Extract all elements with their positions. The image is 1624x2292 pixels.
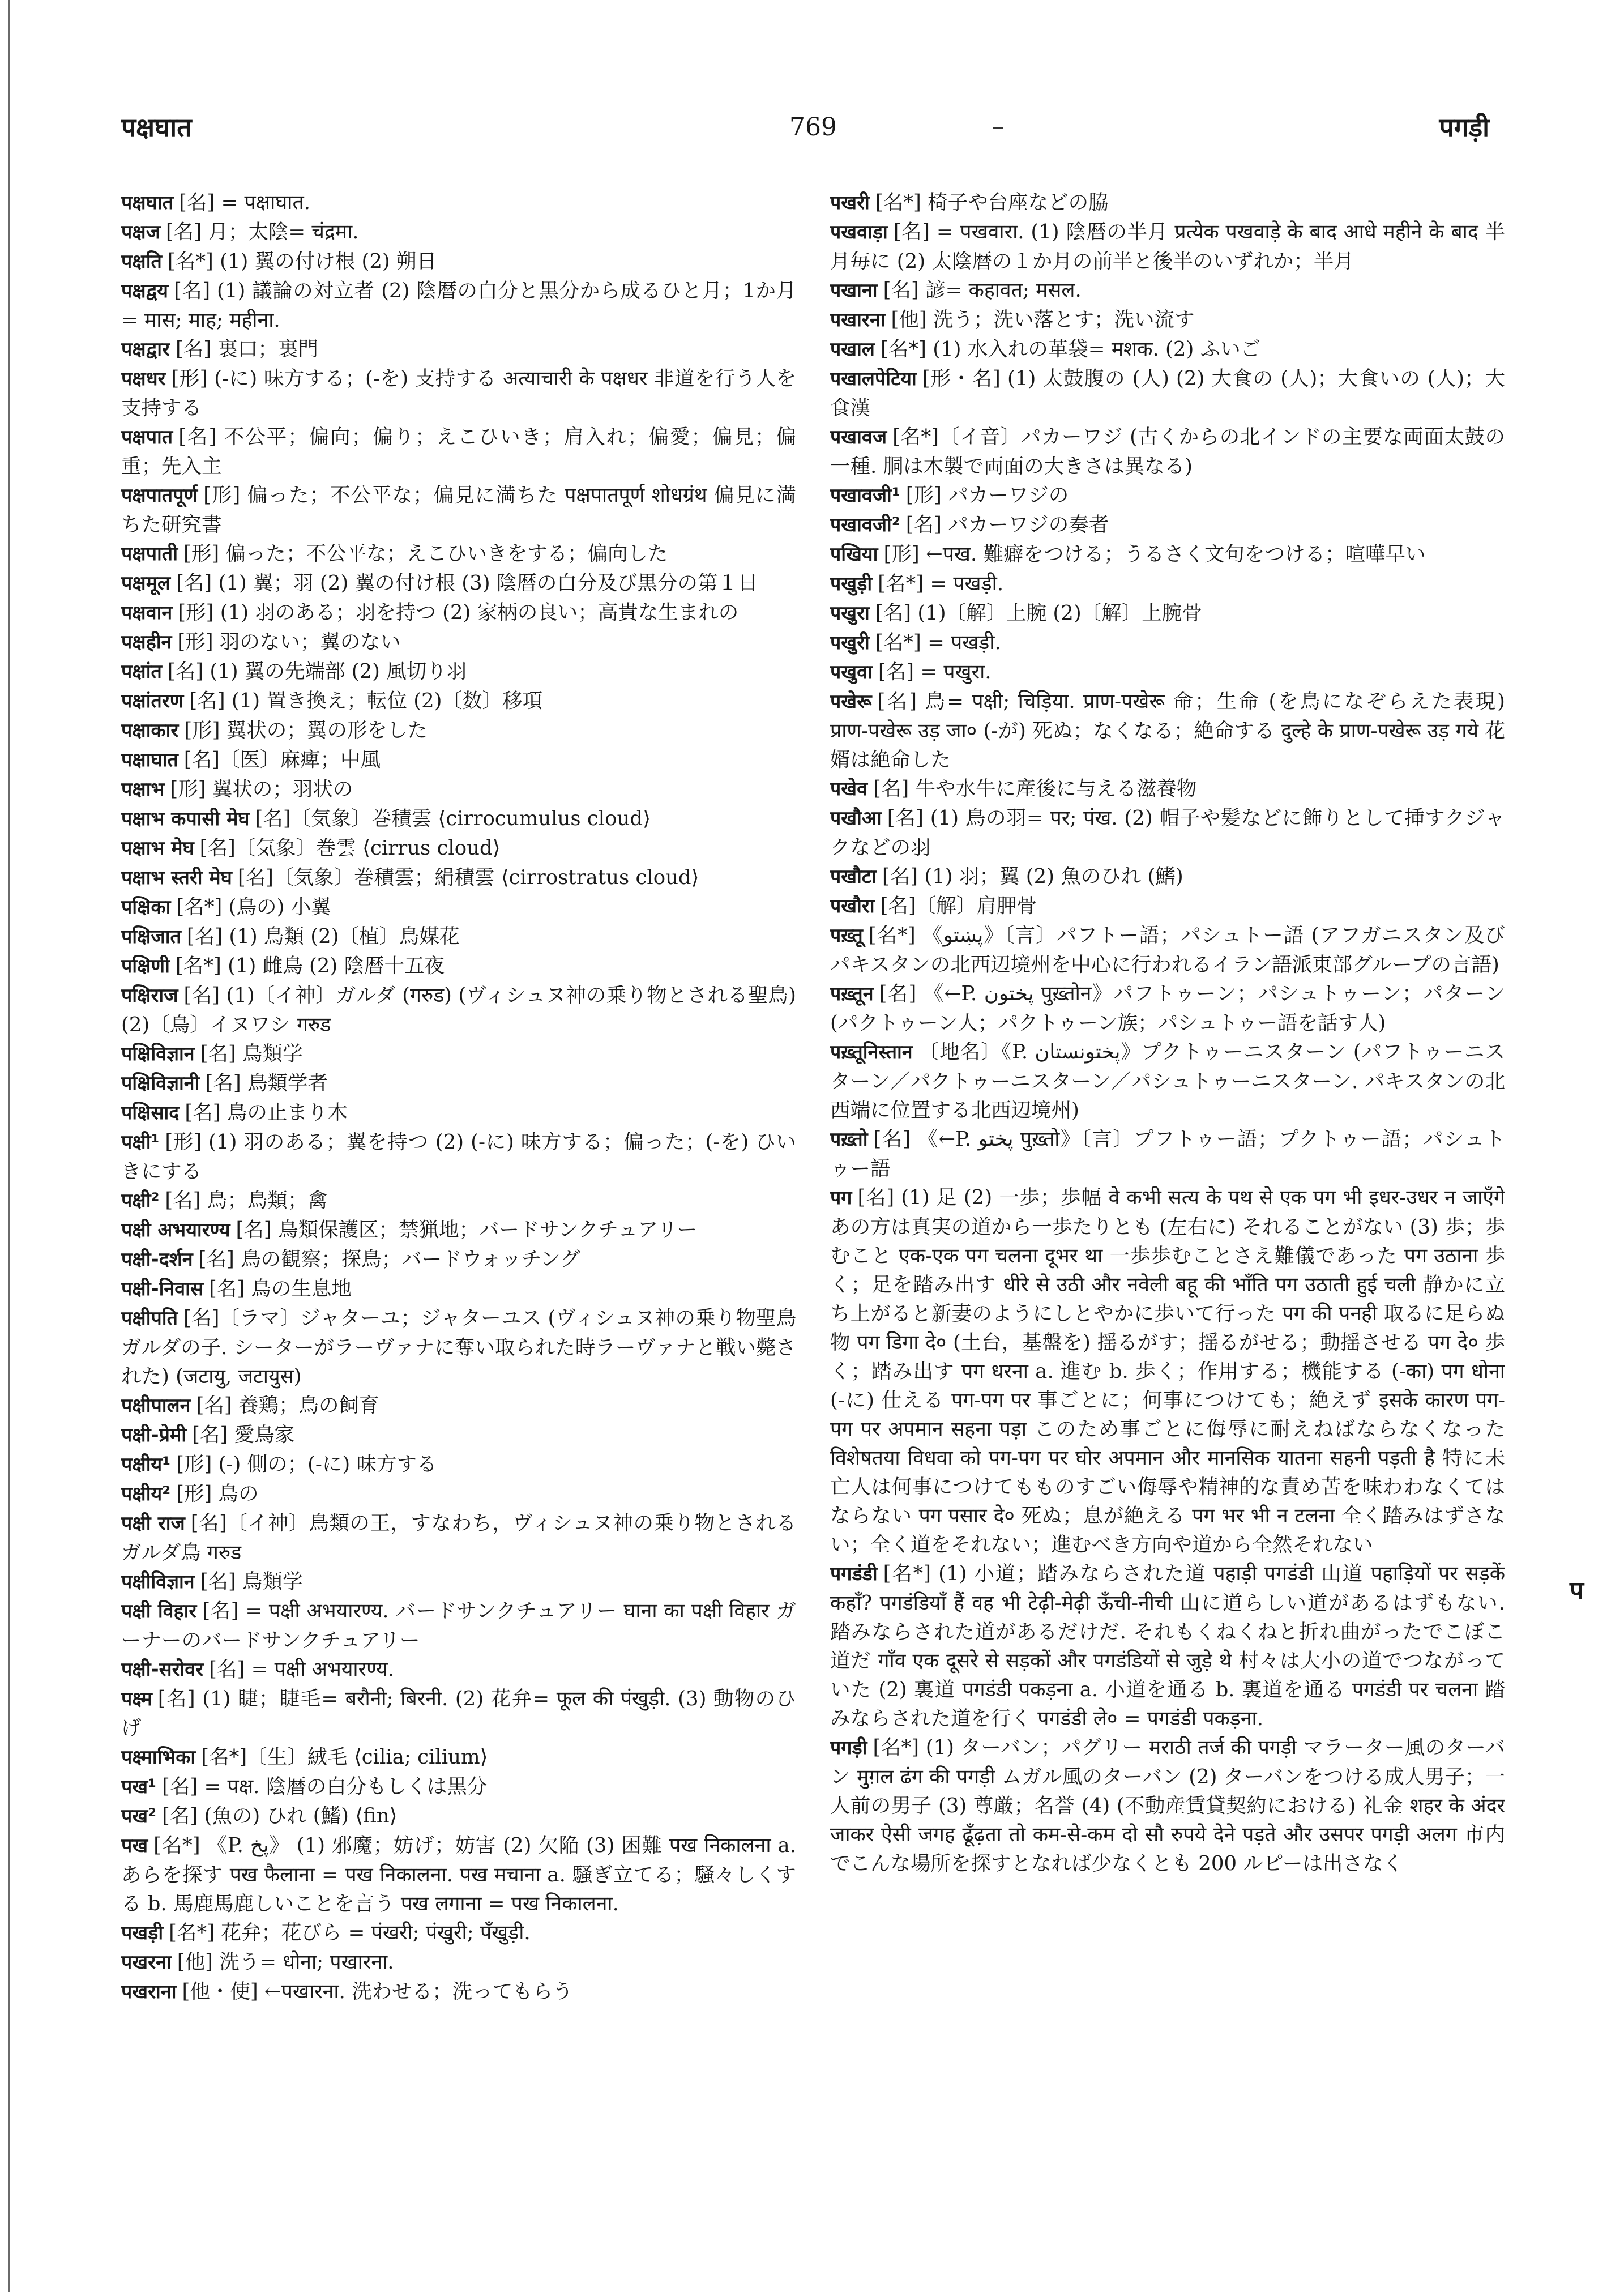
entry-definition: [名*] 《P. پخ》 (1) 邪魔；妨げ；妨害 (2) 欠陥 (3) 困難 पख निकालना a. あらを探す पख फैलाना = पख निकालना. पख मचाना a. 騒ぎ立てる；騒々しくする b. 馬鹿馬鹿しいことを言う पख लगाना = पख निकालना.	[121, 1834, 796, 1915]
dictionary-entry	[830, 364, 1505, 422]
dictionary-entry	[121, 422, 796, 481]
entry-headword: पक्षपात	[121, 426, 173, 449]
dictionary-entry	[830, 599, 1505, 628]
entry-definition: [名*] (1) 小道；踏みならされた道 पहाड़ी पगडंडी 山道 पहाड़ियों पर सड़कें कहाँ? पगडंडियाँ हैं वह भी टेढ़ी-मेढ़ी ऊँची-नीची 山に道らしい道があるはずもない. 踏みならされた道があるだけだ. それもくねくねと折れ曲がったでこぼこ道だ गाँव एक दूसरे से सड़कों और पगडंडियों से जुड़े थे 村々は大小の道でつながっていた (2) 裏道 पगडंडी पकड़ना a. 小道を通る b. 裏道を通る पगडंडी पर चलना 踏みならされた道を行く पगडंडी ले० = पगडंडी पकड़ना.	[830, 1562, 1505, 1730]
entry-headword: पख़्तो	[830, 1128, 868, 1151]
dictionary-entry	[121, 1802, 796, 1831]
entry-definition: [名] 鳥類学	[200, 1042, 303, 1065]
dictionary-entry	[830, 276, 1505, 305]
entry-definition: [名] (魚の) ひれ (鰭) ⟨fin⟩	[162, 1804, 398, 1828]
entry-definition: [名] 養鶏；鳥の飼育	[196, 1394, 379, 1417]
entry-definition: [名] 鳥の止まり木	[185, 1101, 348, 1124]
entry-definition: [形] パカーワジの	[905, 484, 1069, 507]
dictionary-entry	[121, 1069, 796, 1098]
entry-headword: पखरना	[121, 1951, 172, 1974]
entry-definition: [名*]〔生〕絨毛 ⟨cilia; cilium⟩	[201, 1745, 488, 1769]
entry-definition: [形] (1) 羽のある；羽を持つ (2) 家柄の良い；高貴な生まれの	[178, 601, 739, 624]
entry-definition: [名] (1) 翼の先端部 (2) 風切り羽	[167, 660, 467, 683]
entry-definition: [形] (-に) 味方する；(-を) 支持する अत्याचारी के पक्षधर 非道を行う人を支持する	[121, 367, 796, 420]
dictionary-entry	[121, 1655, 796, 1684]
dictionary-column-left	[121, 188, 796, 2261]
entry-definition: [形] 翼状の；翼の形をした	[184, 719, 428, 742]
entry-definition: [名] (1) 睫；睫毛= बरौनी; बिरनी. (2) 花弁= फूल की पंखुड़ी. (3) 動物のひげ	[121, 1687, 796, 1740]
running-head-last-word: पगड़ी	[1439, 112, 1489, 143]
dictionary-entry	[121, 1567, 796, 1597]
entry-definition: [名] 月；太陰= चंद्रमा.	[165, 220, 359, 244]
dictionary-entry	[121, 1420, 796, 1450]
entry-definition: [形] 鳥の	[176, 1482, 259, 1505]
entry-headword: पखुरी	[830, 631, 870, 654]
entry-definition: [名] = पक्ष. 陰暦の白分もしくは黒分	[162, 1775, 488, 1798]
entry-headword: पक्षिका	[121, 896, 171, 919]
entry-definition: [名] (1) 鳥の羽= पर; पंख. (2) 帽子や髪などに飾りとして挿すクジャクなどの羽	[830, 806, 1505, 859]
entry-headword: पक्षीविज्ञान	[121, 1570, 195, 1593]
dictionary-entry	[121, 1479, 796, 1509]
entry-headword: पखौटा	[830, 865, 877, 888]
entry-headword: पखालपेटिया	[830, 368, 917, 390]
entry-headword: पख़्तू	[830, 924, 863, 947]
entry-headword: पखिया	[830, 543, 878, 566]
entry-headword: पक्षिविज्ञान	[121, 1043, 195, 1065]
entry-headword: पक्षघात	[121, 191, 173, 214]
dictionary-column-right	[830, 188, 1505, 2261]
dictionary-entry	[830, 862, 1505, 891]
dictionary-entry	[830, 1559, 1505, 1733]
dictionary-entry	[121, 1098, 796, 1128]
dictionary-entry	[830, 188, 1505, 217]
dictionary-entry	[121, 1743, 796, 1772]
entry-definition: [名] 牛や水牛に産後に与える滋養物	[873, 777, 1197, 800]
entry-definition: [名] (1) 翼；羽 (2) 翼の付け根 (3) 陰暦の白分及び黒分の第１日	[176, 571, 758, 595]
entry-definition: [名*] (1) 翼の付け根 (2) 朔日	[167, 250, 437, 273]
dictionary-entry	[121, 247, 796, 276]
entry-definition: [名*] (1) 水入れの革袋= मशक. (2) ふいご	[880, 338, 1261, 361]
entry-headword: पखाल	[830, 338, 875, 361]
entry-headword: पक्षीपति	[121, 1307, 178, 1330]
entry-definition: [名] 鳥類学	[200, 1570, 303, 1593]
entry-definition: [他] 洗う；洗い落とす；洗い流す	[891, 308, 1195, 331]
entry-headword: पक्षिजात	[121, 925, 181, 948]
entry-headword: पक्षाघात	[121, 749, 178, 771]
entry-headword: पखौआ	[830, 807, 882, 830]
dictionary-entry	[121, 1918, 796, 1948]
entry-headword: पक्षपातपूर्ण	[121, 484, 198, 507]
entry-headword: पग	[830, 1186, 852, 1209]
entry-definition: [形] (1) 羽のある；翼を持つ (2) (-に) 味方する；偏った；(-を) ひいきにする	[121, 1130, 796, 1183]
dictionary-entry	[830, 774, 1505, 804]
entry-headword: पखवाड़ा	[830, 221, 888, 244]
entry-headword: पक्षी-सरोवर	[121, 1658, 204, 1681]
entry-headword: पक्षिविज्ञानी	[121, 1072, 200, 1095]
entry-headword: पक्षद्वार	[121, 338, 170, 361]
dictionary-entry	[121, 745, 796, 775]
entry-headword: पक्षद्वय	[121, 280, 168, 302]
dictionary-entry	[830, 687, 1505, 774]
entry-headword: पक्षवान	[121, 601, 173, 624]
dictionary-entry	[121, 539, 796, 569]
entry-definition: [名*] (鳥の) 小翼	[176, 895, 331, 919]
entry-headword: पक्षाकार	[121, 719, 179, 742]
dictionary-entry	[121, 1597, 796, 1655]
entry-headword: पक्षी अभयारण्य	[121, 1219, 230, 1241]
entry-definition: [名] 鳥の観察；探鳥；バードウォッチング	[198, 1248, 580, 1271]
dictionary-entry	[121, 775, 796, 804]
entry-definition: [名]〔気象〕巻積雲；絹積雲 ⟨cirrostratus cloud⟩	[237, 866, 699, 889]
entry-definition: [名] 《←P. پختو पुख़्तो》〔言〕プフトゥー語；プクトゥー語；パシュトゥー語	[830, 1128, 1505, 1180]
dictionary-entry	[121, 335, 796, 364]
dictionary-entry	[121, 1450, 796, 1479]
entry-headword: पखाना	[830, 279, 878, 302]
dictionary-entry	[121, 1684, 796, 1743]
entry-definition: [名] = पक्षी अभयारण्य.	[209, 1658, 394, 1681]
entry-definition: [名] (1)〔解〕上腕 (2)〔解〕上腕骨	[875, 601, 1202, 625]
entry-definition: [名*] 花弁；花びら = पंखरी; पंखुरी; पँखुड़ी.	[169, 1921, 531, 1944]
entry-definition: [他] 洗う= धोना; पखारना.	[177, 1950, 394, 1974]
entry-headword: पख²	[121, 1805, 157, 1828]
page-number: 769	[789, 113, 837, 142]
dictionary-entry	[830, 540, 1505, 569]
running-head-first-word: पक्षघात	[121, 112, 192, 143]
entry-definition: [他・使] ←पखारना. 洗わせる；洗ってもらう	[182, 1980, 573, 2003]
entry-headword: पखड़ी	[121, 1922, 164, 1944]
dictionary-entry	[830, 422, 1505, 481]
dictionary-entry	[830, 1183, 1505, 1559]
entry-headword: पगड़ी	[830, 1736, 867, 1759]
entry-definition: [名] (1) 議論の対立者 (2) 陰暦の白分と黒分から成るひと月；1か月= मास; माह; महीना.	[121, 279, 796, 332]
entry-definition: [名]〔イ神〕鳥類の王，すなわち，ヴィシュヌ神の乗り物とされるガルダ鳥 गरुड	[121, 1512, 796, 1564]
entry-headword: पखावज	[830, 426, 887, 449]
entry-headword: पक्षी¹	[121, 1131, 160, 1154]
dictionary-entry	[121, 804, 796, 834]
entry-definition: [名]〔気象〕巻積雲 ⟨cirrocumulus cloud⟩	[255, 807, 651, 830]
dictionary-entry	[121, 1772, 796, 1802]
entry-definition: [形] ←पख. 難癖をつける；うるさく文句をつける；喧嘩早い	[883, 543, 1426, 566]
entry-headword: पखारना	[830, 309, 886, 331]
entry-headword: पखावजी²	[830, 514, 900, 536]
dictionary-entry	[830, 569, 1505, 599]
entry-definition: [名] 不公平；偏向；偏り；えこひいき；肩入れ；偏愛；偏見；偏重；先入主	[121, 425, 796, 478]
dictionary-entry	[121, 276, 796, 335]
entry-definition: [名] 諺= कहावत; मसल.	[883, 279, 1082, 302]
dictionary-entry	[830, 804, 1505, 862]
entry-definition: [名] 《←P. پختون पुख़्तोन》パフトゥーン；パシュトゥーン；パターン (パクトゥーン人；パクトゥーン族；パシュトゥー語を話す人)	[830, 982, 1505, 1035]
dictionary-entry	[121, 893, 796, 922]
entry-definition: [名] 愛鳥家	[192, 1423, 295, 1446]
entry-definition: [名] 鳥= पक्षी; चिड़िया. प्राण-पखेरू 命；生命 (を鳥になぞらえた表現) प्राण-पखेरू उड़ जा० (-が) 死ぬ；なくなる；絶命する दुल्हे के प्राण-पखेरू उड़ गये 花婿は絶命した	[830, 690, 1505, 771]
entry-headword: पक्षीपालन	[121, 1394, 191, 1417]
dictionary-entry	[121, 657, 796, 686]
entry-definition: [名]〔医〕麻痺；中風	[183, 748, 381, 771]
entry-headword: पक्षीय²	[121, 1483, 171, 1505]
dictionary-entry	[121, 951, 796, 981]
dictionary-entry	[121, 188, 796, 217]
entry-headword: पखावजी¹	[830, 484, 900, 507]
entry-definition: [名] (1) 足 (2) 一歩；歩幅 वे कभी सत्य के पथ से एक पग भी इधर-उधर न जाएँगे あの方は真実の道から一歩たりとも (左右に) それることがない (3) 歩；歩むこと एक-एक पग चलना दूभर था 一歩歩むことさえ難儀であった पग उठाना 歩く；足を踏み出す धीरे से उठी और नवेली बहू की भाँति पग उठाती हुई चली 静かに立ち上がると新妻のようにしとやかに歩いて行った पग की पनही 取るに足らぬ物 पग डिगा दे० (土台，基盤を) 揺るがす；揺るがせる；動揺させる पग दे० 歩く；踏み出す पग धरना a. 進む b. 歩く；作用する；機能する (-का) पग धोना (-に) 仕える पग-पग पर 事ごとに；何事につけても；絶えず इसके कारण पग-पग पर अपमान सहना पड़ा このため事ごとに侮辱に耐えねばならなくなった विशेषतया विधवा को पग-पग पर घोर अपमान और मानसिक यातना सहनी पड़ती है 特に未亡人は何事につけてもものすごい侮辱や精神的な責め苦を味わわなくてはならない पग पसार दे० 死ぬ；息が絶える पग भर भी न टलना 全く踏みはずさない；全く道をそれない；進むべき方向や道から全然それない	[830, 1186, 1505, 1556]
entry-headword: पक्षाभ	[121, 778, 165, 801]
entry-definition: [名] = पक्षाघात.	[178, 191, 311, 214]
entry-definition: [形] 偏った；不公平な；えこひいきをする；偏向した	[183, 542, 668, 565]
entry-definition: [名] = पखुरा.	[878, 660, 992, 684]
entry-definition: [形] (-) 側の；(-に) 味方する	[176, 1453, 437, 1476]
dictionary-entry	[830, 481, 1505, 510]
dictionary-entry	[121, 1128, 796, 1186]
entry-headword: पक्षांत	[121, 660, 162, 683]
dictionary-entry	[121, 834, 796, 863]
entry-headword: पक्षहीन	[121, 631, 172, 654]
entry-headword: पखुड़ी	[830, 573, 873, 595]
dictionary-entry	[121, 1215, 796, 1245]
dictionary-entry	[121, 1509, 796, 1567]
dictionary-entry	[830, 1125, 1505, 1183]
dictionary-entry	[121, 628, 796, 657]
entry-definition: [名] 裏口；裏門	[175, 338, 318, 361]
entry-headword: पक्षिराज	[121, 984, 178, 1007]
entry-definition: [名*] 椅子や台座などの脇	[875, 191, 1109, 214]
entry-headword: पखेव	[830, 778, 868, 800]
entry-headword: पक्षी-निवास	[121, 1278, 203, 1300]
entry-definition: [名]〔解〕肩胛骨	[880, 894, 1037, 917]
entry-definition: [名] = पखवारा. (1) 陰暦の半月 प्रत्येक पखवाड़े के बाद आधे महीने के बाद 半月毎に (2) 太陰暦の１か月の前半と後半のいずれか；半月	[830, 220, 1505, 273]
dictionary-entry	[121, 1245, 796, 1274]
entry-definition: [形・名] (1) 太鼓腹の (人) (2) 大食の (人)；大食いの (人)；大食漢	[830, 367, 1505, 420]
entry-headword: पखेरू	[830, 690, 872, 713]
dictionary-entry	[121, 716, 796, 745]
entry-definition: [名] 鳥類学者	[205, 1072, 328, 1095]
entry-definition: [名] 鳥の生息地	[208, 1277, 352, 1300]
dictionary-entry	[121, 1274, 796, 1304]
dictionary-entry	[830, 658, 1505, 687]
entry-definition: [名*] = पखड़ी.	[875, 631, 1001, 654]
dictionary-entry	[830, 510, 1505, 540]
dictionary-entry	[121, 481, 796, 539]
entry-headword: पखुवा	[830, 661, 873, 684]
dictionary-entry	[830, 305, 1505, 335]
entry-definition: [名] (1) 鳥類 (2)〔植〕鳥媒花	[186, 925, 460, 948]
entry-headword: पक्षज	[121, 221, 160, 244]
dictionary-entry	[121, 1186, 796, 1215]
entry-definition: [名] パカーワジの奏者	[905, 513, 1109, 536]
entry-headword: पक्षी विहार	[121, 1600, 197, 1623]
dictionary-entry	[830, 628, 1505, 658]
entry-headword: पक्षिणी	[121, 955, 170, 978]
dictionary-entry	[121, 569, 796, 598]
entry-definition: [名*]〔イ音〕パカーワジ (古くからの北インドの主要な両面太鼓の一種. 胴は木製で両面の大きさは異なる)	[830, 425, 1505, 478]
entry-headword: पखुरा	[830, 602, 870, 625]
dictionary-entry	[121, 981, 796, 1039]
entry-definition: [名] 鳥；鳥類；禽	[165, 1189, 328, 1212]
entry-headword: पक्षाभ मेघ	[121, 837, 194, 860]
entry-headword: पखराना	[121, 1981, 177, 2003]
entry-definition: [名*] (1) ターバン；パグリー मराठी तर्ज की पगड़ी マラーター風のターバン मुग़ल ढंग की पगड़ी ムガル風のターバン (2) ターバンをつける成人男子；一人前の男子 (3) 尊厳；名誉 (4) (不動産賃貸契約における) 礼金 शहर के अंदर जाकर ऐसी जगह ढूँढ़ता तो कम-से-कम दो सौ रुपये देने पड़ते और उसपर पगड़ी अलग 市内でこんな場所を探すとなれば少なくとも 200 ルピーは出さなく	[830, 1736, 1505, 1875]
entry-headword: पक्षाभ स्तरी मेघ	[121, 867, 232, 889]
entry-headword: पक्षपाती	[121, 543, 178, 565]
entry-headword: पख	[121, 1834, 148, 1857]
entry-headword: पक्षी-प्रेमी	[121, 1424, 187, 1446]
dictionary-entry	[121, 922, 796, 951]
entry-headword: पगडंडी	[830, 1563, 878, 1585]
dictionary-entry	[830, 335, 1505, 364]
entry-definition: [形] 羽のない；翼のない	[177, 630, 401, 654]
page-edge-rule	[8, 0, 10, 2292]
dictionary-entry	[121, 1977, 796, 2007]
dictionary-entry	[121, 863, 796, 893]
entry-definition: [名] (1) 羽；翼 (2) 魚のひれ (鰭)	[882, 865, 1183, 888]
entry-headword: पख¹	[121, 1775, 157, 1798]
dictionary-entry	[121, 1304, 796, 1391]
dictionary-entry	[121, 217, 796, 247]
entry-headword: पक्षांतरण	[121, 690, 184, 712]
entry-definition: [形] 翼状の；羽状の	[170, 778, 353, 801]
dictionary-entry	[121, 1948, 796, 1977]
dictionary-entry	[121, 1039, 796, 1069]
dictionary-entry	[830, 1038, 1505, 1125]
entry-headword: पखरी	[830, 191, 870, 214]
entry-definition: [形] 偏った；不公平な；偏見に満ちた पक्षपातपूर्ण शोधग्रंथ 偏見に満ちた研究書	[121, 484, 796, 536]
dictionary-entry	[830, 921, 1505, 979]
dictionary-entry	[121, 686, 796, 716]
thumb-index-letter: प	[1570, 1576, 1584, 1605]
dictionary-entry	[121, 1391, 796, 1420]
entry-headword: पखौरा	[830, 895, 875, 917]
entry-definition: [名] 鳥類保護区；禁猟地；バードサンクチュアリー	[236, 1218, 698, 1241]
dictionary-entry	[830, 217, 1505, 276]
entry-definition: [名] = पक्षी अभयारण्य. バードサンクチュアリー घाना का पक्षी विहार ガーナーのバードサンクチュアリー	[121, 1599, 796, 1652]
entry-headword: पक्षमूल	[121, 572, 171, 595]
running-head	[121, 108, 1489, 153]
entry-headword: पक्षाभ कपासी मेघ	[121, 808, 250, 830]
entry-definition: [名]〔気象〕巻雲 ⟨cirrus cloud⟩	[199, 836, 501, 860]
dictionary-entry	[830, 891, 1505, 921]
dictionary-entry	[830, 979, 1505, 1038]
dictionary-entry	[121, 364, 796, 422]
entry-definition: [名] (1)〔イ神〕ガルダ (गरुड) (ヴィシュヌ神の乗り物とされる聖鳥) (2)〔鳥〕イヌワシ गरुड	[121, 984, 796, 1036]
entry-headword: पख़्तूनिस्तान	[830, 1041, 913, 1064]
entry-headword: पक्ष्म	[121, 1688, 152, 1710]
entry-headword: पक्षति	[121, 250, 162, 273]
entry-definition: [名] (1) 置き換え；転位 (2)〔数〕移項	[189, 689, 543, 712]
entry-definition: [名*] (1) 雌鳥 (2) 陰暦十五夜	[175, 954, 445, 978]
entry-headword: पक्षी राज	[121, 1512, 185, 1535]
entry-definition: [名*] = पखड़ी.	[878, 572, 1004, 595]
entry-headword: पक्षी-दर्शन	[121, 1248, 193, 1271]
entry-definition: [名]〔ラマ〕ジャターユ；ジャターユス (ヴィシュヌ神の乗り物聖鳥ガルダの子. シーターがラーヴァナに奪い取られた時ラーヴァナと戦い斃された) (जटायु, जटायुस)	[121, 1307, 796, 1388]
entry-headword: पक्षी²	[121, 1189, 160, 1212]
entry-headword: पख़्तून	[830, 983, 874, 1005]
entry-headword: पक्षीय¹	[121, 1453, 171, 1476]
dictionary-entry	[830, 1733, 1505, 1878]
entry-headword: पक्षधर	[121, 368, 166, 390]
entry-definition: 〔地名〕《P. پختونستان》プクトゥーニスターン (パフトゥーニスターン／パクトゥーニスターン／パシュトゥーニスターン. パキスタンの北西端に位置する北西辺境州)	[830, 1040, 1505, 1122]
entry-headword: पक्ष्माभिका	[121, 1746, 196, 1769]
dictionary-entry	[121, 1831, 796, 1918]
dictionary-entry	[121, 598, 796, 628]
entry-headword: पक्षिसाद	[121, 1102, 180, 1124]
running-head-dash	[993, 127, 1003, 129]
entry-definition: [名*] 《پښتو》〔言〕パフトー語；パシュトー語 (アフガニスタン及びパキスタンの北西辺境州を中心に行われるイラン語派東部グループの言語)	[830, 924, 1505, 976]
